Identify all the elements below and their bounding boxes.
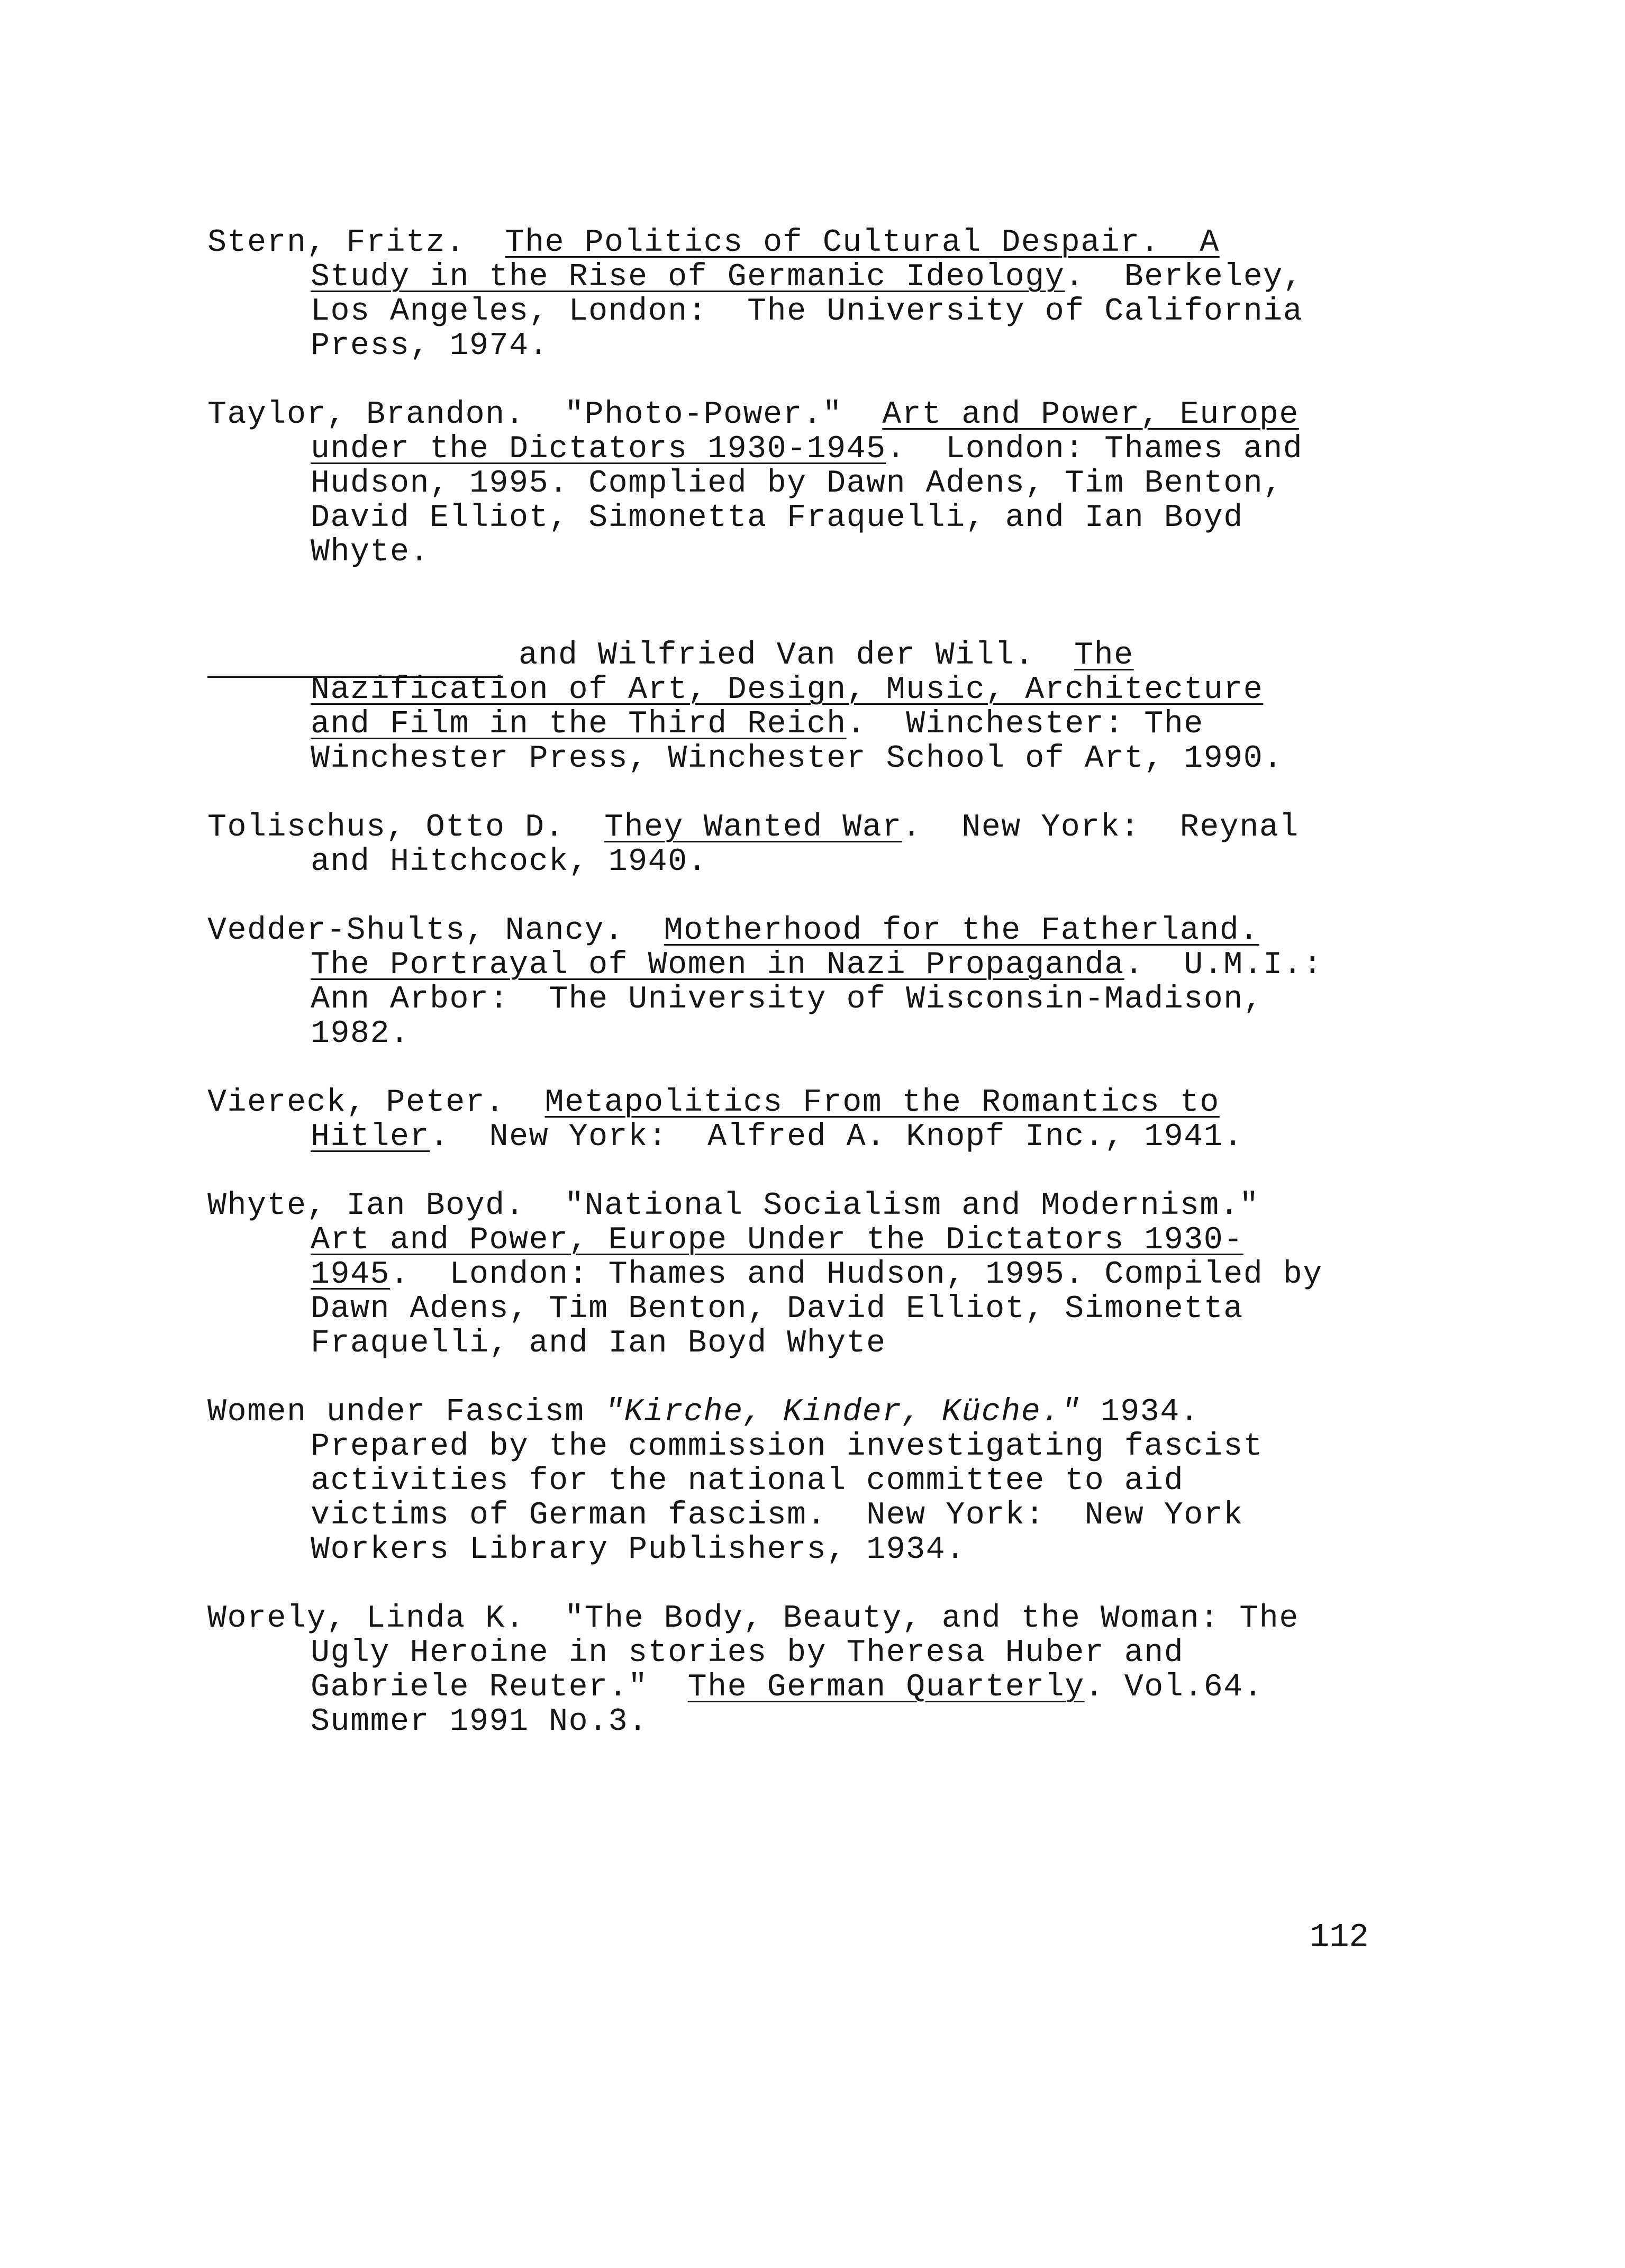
book-title: Motherhood for the Fatherland. xyxy=(664,913,1259,949)
line-text: 1934. xyxy=(1081,1394,1200,1430)
entry-women-line-5 xyxy=(311,1532,966,1567)
line-text: Los Angeles, London: The University of California xyxy=(311,294,1303,330)
line-text: Taylor, Brandon. "Photo-Power." xyxy=(207,397,883,433)
line-text: . London: Thames and Hudson, 1995. Compiled by xyxy=(390,1257,1323,1293)
line-text: . London: Thames and xyxy=(886,431,1303,467)
italic-title: "Kirche, Kinder, Küche." xyxy=(604,1394,1081,1430)
line-text: . Winchester: The xyxy=(846,706,1204,742)
line-text: victims of German fascism. New York: New York xyxy=(311,1498,1243,1534)
entry-stern-line-4 xyxy=(311,329,549,364)
line-text: . U.M.I.: xyxy=(1124,947,1323,983)
entry-whyte-line-1 xyxy=(207,1189,1259,1223)
line-text: Whyte. xyxy=(311,534,430,570)
entry-whyte-line-3 xyxy=(311,1257,1323,1292)
entry-stern-line-3 xyxy=(311,294,1303,329)
book-title: and Film in the Third Reich xyxy=(311,706,847,742)
entry-taylor-line-1 xyxy=(207,397,1299,432)
entry-taylor-line-2 xyxy=(311,432,1303,467)
entry-viereck-line-2 xyxy=(311,1120,1243,1155)
line-text: . Berkeley, xyxy=(1065,259,1303,295)
page-number: 112 xyxy=(1310,1918,1369,1956)
entry-tolischus-line-1 xyxy=(207,810,1299,845)
entry-worely-line-1 xyxy=(207,1601,1299,1636)
line-text: Summer 1991 No.3. xyxy=(311,1704,648,1740)
line-text: Gabriele Reuter." xyxy=(311,1670,688,1705)
entry-vanderwill-line-4 xyxy=(311,741,1283,776)
entry-stern-line-1 xyxy=(207,225,1220,260)
entry-worely-line-4 xyxy=(311,1704,648,1739)
entry-women-line-4 xyxy=(311,1498,1243,1533)
line-text: . Vol.64. xyxy=(1084,1670,1264,1705)
line-text: Prepared by the commission investigating fascist xyxy=(311,1429,1264,1465)
book-title: Study in the Rise of Germanic Ideology xyxy=(311,259,1065,295)
entry-tolischus-line-2 xyxy=(311,845,707,879)
book-title: The Portrayal of Women in Nazi Propaganda xyxy=(311,947,1124,983)
entry-viereck-line-1 xyxy=(207,1085,1220,1120)
book-title: Metapolitics From the Romantics to xyxy=(544,1085,1220,1121)
line-text: Press, 1974. xyxy=(311,328,549,364)
entry-vedder-line-2 xyxy=(311,948,1323,983)
entry-vedder-line-3 xyxy=(311,982,1263,1017)
line-text: David Elliot, Simonetta Fraquelli, and Ian Boyd xyxy=(311,500,1243,536)
line-text: Ugly Heroine in stories by Theresa Huber and xyxy=(311,1635,1184,1671)
entry-worely-line-3 xyxy=(311,1670,1263,1705)
entry-whyte-line-5 xyxy=(311,1326,886,1361)
line-text: and Wilfried Van der Will. xyxy=(519,638,1075,674)
line-text: Dawn Adens, Tim Benton, David Elliot, Simonetta xyxy=(311,1291,1243,1327)
book-title: under the Dictators 1930-1945 xyxy=(311,431,886,467)
book-title: The Politics of Cultural Despair. A xyxy=(505,225,1220,261)
line-text: Stern, Fritz. xyxy=(207,225,505,261)
line-text: and Hitchcock, 1940. xyxy=(311,844,708,880)
line-text: Whyte, Ian Boyd. "National Socialism and Modernism." xyxy=(207,1188,1259,1224)
entry-worely-line-2 xyxy=(311,1636,1184,1671)
book-title: They Wanted War xyxy=(604,810,902,846)
book-title: Nazification of Art, Design, Music, Architecture xyxy=(311,672,1264,708)
line-text: Worely, Linda K. "The Body, Beauty, and the Woman: The xyxy=(207,1601,1299,1637)
line-text: . New York: Alfred A. Knopf Inc., 1941. xyxy=(430,1119,1243,1155)
line-text: activities for the national committee to aid xyxy=(311,1463,1184,1499)
entry-taylor-line-3 xyxy=(311,466,1283,501)
entry-taylor-line-5 xyxy=(311,535,430,570)
entry-whyte-line-2 xyxy=(311,1223,1243,1258)
line-text: Tolischus, Otto D. xyxy=(207,810,605,846)
entry-women-line-2 xyxy=(311,1429,1263,1464)
line-text: . New York: Reynal xyxy=(902,810,1299,846)
entry-women-line-1 xyxy=(207,1395,1200,1430)
entry-vanderwill-line-2 xyxy=(311,673,1263,707)
entry-stern-line-2 xyxy=(311,260,1303,295)
entry-whyte-line-4 xyxy=(311,1292,1243,1327)
journal-title: The German Quarterly xyxy=(687,1670,1085,1705)
entry-vedder-line-1 xyxy=(207,913,1259,948)
line-text: Workers Library Publishers, 1934. xyxy=(311,1532,966,1568)
line-text: Vedder-Shults, Nancy. xyxy=(207,913,664,949)
line-text: Winchester Press, Winchester School of Art, 1990. xyxy=(311,741,1283,777)
entry-vedder-line-4 xyxy=(311,1017,410,1051)
book-title: The xyxy=(1074,638,1134,674)
entry-vanderwill-line-1 xyxy=(519,638,1134,673)
book-title: Hitler xyxy=(311,1119,430,1155)
line-text: Viereck, Peter. xyxy=(207,1085,545,1121)
book-title: Art and Power, Europe Under the Dictators 1930- xyxy=(311,1222,1243,1258)
line-text: Fraquelli, and Ian Boyd Whyte xyxy=(311,1326,886,1362)
line-text: 1982. xyxy=(311,1016,410,1052)
entry-taylor-line-4 xyxy=(311,501,1243,536)
line-text: Hudson, 1995. Complied by Dawn Adens, Tim Benton, xyxy=(311,466,1283,502)
book-title: 1945 xyxy=(311,1257,391,1293)
book-title: Art and Power, Europe xyxy=(882,397,1299,433)
line-text: Ann Arbor: The University of Wisconsin-Madison, xyxy=(311,982,1264,1018)
entry-vanderwill-line-3 xyxy=(311,707,1204,742)
line-text: Women under Fascism xyxy=(207,1394,605,1430)
entry-women-line-3 xyxy=(311,1464,1184,1499)
